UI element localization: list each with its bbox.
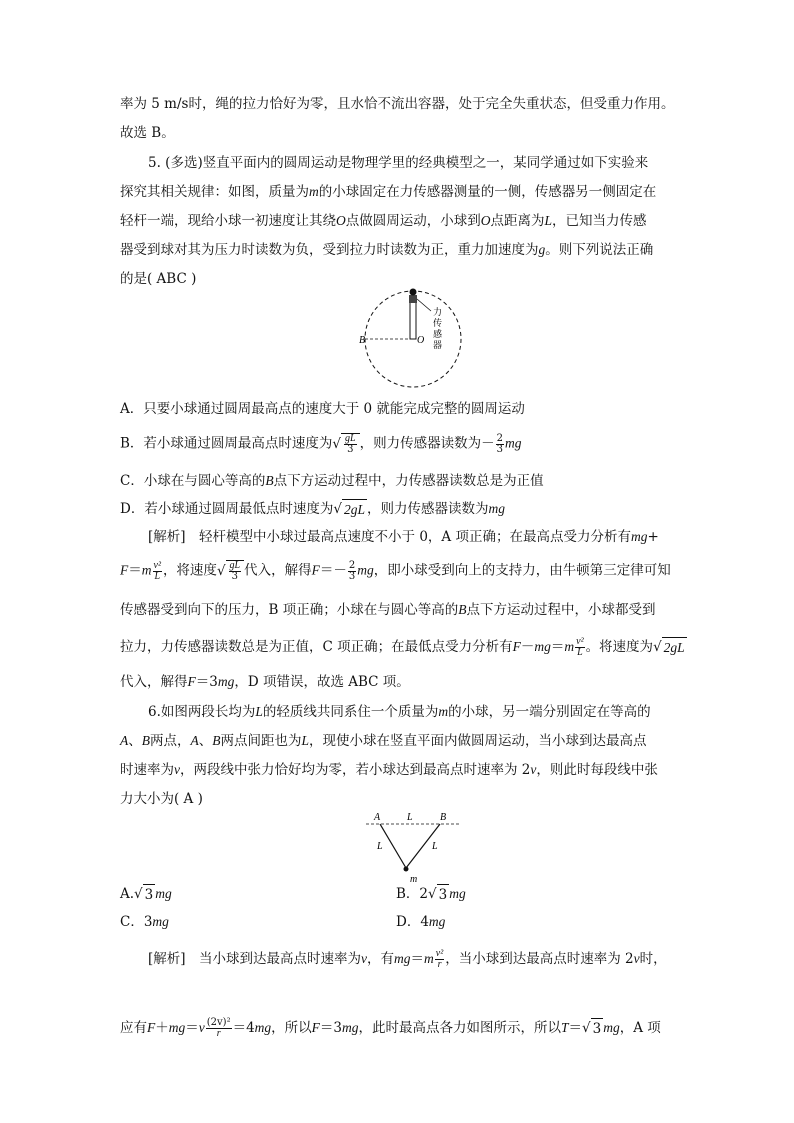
q5-option-a: A．只要小球通过圆周最高点的速度大于 0 就能完成完整的圆周运动 xyxy=(120,401,525,417)
label-B: B xyxy=(440,812,447,823)
label-B: B xyxy=(359,335,366,346)
label-L-top: L xyxy=(407,812,413,823)
label-sensor-4: 器 xyxy=(433,341,443,351)
q6-option-b: B．2√ 3 mg xyxy=(396,886,466,903)
label-O: O xyxy=(417,335,425,346)
q6-analysis-line-2: 应有F＋mg＝v $\frac{\text{(2v)²}}{r}=4mg$，所以F＝3mg，此时最高点各力如图所示，所以T＝√ 3 mg，A 项 xyxy=(120,1017,661,1039)
q5-figure-circle-rod xyxy=(355,285,475,390)
q6-stem-line-4: 力大小为( A ) xyxy=(120,791,203,807)
q5-analysis-line-5: 代入，解得F＝3mg，D 项错误，故选 ABC 项。 xyxy=(120,674,410,690)
q5-analysis-line-4: 拉力，力传感器读数总是为正值，C 项正确；在最低点受力分析有F－mg＝m $\frac{\text{v²}}{L}$。将速度为√ 2gL xyxy=(120,636,685,658)
left-string xyxy=(380,824,406,868)
q5-analysis-line-1: [解析] 轻杆模型中小球过最高点速度不小于 0，A 项正确；在最高点受力分析有mg+ xyxy=(148,529,659,545)
light-rod xyxy=(410,302,416,339)
prev-paragraph-line-2: 故选 B。 xyxy=(120,125,175,141)
q6-stem-line-3: 时速率为v，两段线中张力恰好均为零，若小球达到最高点时速率为 2v，则此时每段线中张 xyxy=(120,762,658,778)
force-sensor xyxy=(409,295,417,303)
q5-option-b: B．若小球通过圆周最高点时速度为√ $\frac{gL}{3}$ ，则力传感器读数为－ $\frac{2}{3}$ mg xyxy=(120,432,522,455)
sqrt: √ $\frac{gL}{3}$ xyxy=(332,433,359,455)
label-A: A xyxy=(374,812,381,823)
q5-analysis-line-3: 传感器受到向下的压力，B 项正确；小球在与圆心等高的B点下方运动过程中，小球都受到 xyxy=(120,602,656,618)
q6-option-d: D．4mg xyxy=(396,914,446,930)
q6-stem-line-2: A、B两点，A、B两点间距也为L，现使小球在竖直平面内做圆周运动，当小球到达最高点 xyxy=(120,733,647,749)
ball-m xyxy=(404,867,409,872)
q5-stem-line-3: 轻杆一端，现给小球一初速度让其绕O点做圆周运动，小球到O点距离为L，已知当力传感 xyxy=(120,213,647,229)
label-sensor-1: 力 xyxy=(433,308,443,318)
q6-option-c: C．3mg xyxy=(120,914,169,930)
q5-stem-line-4: 器受到球对其为压力时读数为负，受到拉力时读数为正，重力加速度为g。则下列说法正确 xyxy=(120,242,654,258)
label-L-right: L xyxy=(432,841,438,852)
q6-option-a: A.√ 3 mg xyxy=(120,886,172,903)
q5-option-d: D．若小球通过圆周最低点时速度为√ 2gL ，则力传感器读数为mg xyxy=(120,499,505,520)
q6-stem-line-1: 6.如图两段长均为L的轻质线共同系住一个质量为m的小球，另一端分别固定在等高的 xyxy=(148,704,651,720)
q5-stem-line-2: 探究其相关规律：如图，质量为m的小球固定在力传感器测量的一侧，传感器另一侧固定在 xyxy=(120,184,657,200)
small-ball xyxy=(410,289,417,296)
q5-stem-line-1: 5. (多选)竖直平面内的圆周运动是物理学里的经典模型之一，某同学通过如下实验来 xyxy=(148,155,649,171)
q5-option-c: C．小球在与圆心等高的B点下方运动过程中，力传感器读数总是为正值 xyxy=(120,473,544,489)
q6-figure-two-strings xyxy=(360,806,470,888)
q6-analysis-line-1: [解析] 当小球到达最高点时速率为v，有mg＝m $\frac{\text{v²}}{r}$，当小球到达最高点时速率为 2v时， xyxy=(148,948,667,970)
q5-analysis-line-2: F＝m $\frac{\text{v²}}{L}$，将速度√ $\frac{gL}{3}$ 代入，解得F＝－ $\frac{2}{3}$ mg，即小球受到向上的支持力，由牛顿第三定律可知 xyxy=(120,559,671,582)
label-m: m xyxy=(410,874,418,885)
q5-stem-line-5: 的是( ABC ) xyxy=(120,271,197,287)
sensor-pointer-line xyxy=(417,299,431,311)
label-L-left: L xyxy=(377,841,383,852)
prev-paragraph-line-1: 率为 5 m/s时，绳的拉力恰好为零，且水恰不流出容器，处于完全失重状态，但受重力作用。 xyxy=(120,96,675,112)
label-sensor-2: 传 xyxy=(433,319,443,329)
label-sensor-3: 感 xyxy=(433,330,443,340)
